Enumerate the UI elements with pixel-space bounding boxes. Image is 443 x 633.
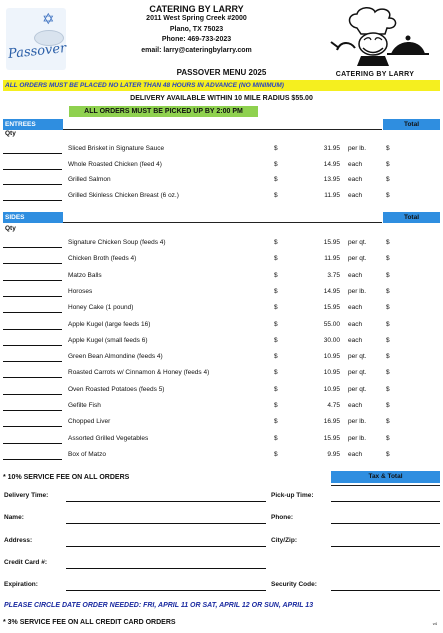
item-price: 55.00 [323, 320, 340, 328]
chef-logo-caption: CATERING BY LARRY [335, 71, 415, 78]
pickup-time-label: Pick-up Time: [271, 492, 314, 499]
business-header [70, 4, 323, 56]
menu-item-row [0, 303, 443, 313]
quantity-field[interactable] [3, 459, 62, 460]
quantity-field[interactable] [3, 426, 62, 427]
total-currency-symbol: $ [386, 402, 390, 409]
item-name: Roasted Carrots w/ Cinnamon & Honey (feeds 4) [68, 369, 210, 377]
currency-symbol: $ [274, 239, 278, 246]
entrees-total-label: Total [383, 119, 440, 130]
menu-item-row [0, 175, 443, 185]
business-email: email: larry@cateringbylarry.com [141, 46, 252, 54]
credit-card-field[interactable] [66, 568, 266, 569]
address-field[interactable] [66, 546, 266, 547]
item-unit: each [348, 160, 363, 168]
chef-icon [317, 4, 433, 70]
total-currency-symbol: $ [386, 145, 390, 152]
star-of-david-icon: ✡ [42, 11, 55, 28]
delivery-time-field[interactable] [66, 501, 266, 502]
menu-title: PASSOVER MENU 2025 [176, 68, 267, 77]
divider [63, 129, 382, 130]
total-currency-symbol: $ [386, 287, 390, 295]
delivery-time-label: Delivery Time: [4, 492, 49, 499]
security-code-label: Security Code: [271, 581, 317, 588]
total-currency-symbol: $ [386, 255, 390, 263]
currency-symbol: $ [274, 434, 278, 442]
total-currency-symbol: $ [386, 271, 390, 279]
currency-symbol: $ [274, 418, 278, 426]
item-price: 31.95 [323, 145, 340, 152]
menu-item-row [0, 287, 443, 297]
chef-logo [317, 4, 433, 78]
item-name: Sliced Brisket in Signature Sauce [68, 145, 165, 152]
item-price: 10.95 [323, 385, 340, 393]
item-price: 15.95 [323, 304, 340, 312]
item-unit: each [348, 271, 363, 279]
item-unit: per qt. [348, 255, 367, 263]
item-price: 10.95 [323, 369, 340, 377]
item-name: Apple Kugel (small feeds 6) [68, 336, 148, 344]
currency-symbol: $ [274, 402, 278, 409]
quantity-field[interactable] [3, 247, 62, 248]
item-price: 30.00 [323, 336, 340, 344]
item-unit: each [348, 192, 363, 200]
credit-card-fee-note: * 3% SERVICE FEE ON ALL CREDIT CARD ORDERS [3, 619, 176, 626]
quantity-field[interactable] [3, 184, 62, 185]
form-row-credit-card [0, 559, 443, 571]
pickup-time-field[interactable] [331, 501, 440, 502]
item-name: Gefilte Fish [68, 402, 101, 409]
item-name: Box of Matzo [68, 450, 106, 458]
item-price: 15.95 [323, 434, 340, 442]
total-currency-symbol: $ [386, 418, 390, 426]
item-price: 15.95 [323, 239, 340, 246]
total-currency-symbol: $ [386, 160, 390, 168]
quantity-field[interactable] [3, 280, 62, 281]
divider [63, 222, 382, 223]
currency-symbol: $ [274, 160, 278, 168]
business-city: Plano, TX 75023 [169, 25, 224, 33]
item-unit: each [348, 336, 363, 344]
menu-item-row [0, 417, 443, 427]
item-price: 14.95 [323, 287, 340, 295]
menu-item-row [0, 320, 443, 330]
menu-item-row [0, 254, 443, 264]
item-name: Chicken Broth (feeds 4) [68, 255, 137, 263]
quantity-field[interactable] [3, 263, 62, 264]
total-currency-symbol: $ [386, 336, 390, 344]
currency-symbol: $ [274, 271, 278, 279]
total-currency-symbol: $ [386, 385, 390, 393]
credit-card-label: Credit Card #: [4, 559, 47, 566]
total-currency-symbol: $ [386, 192, 390, 200]
menu-item-row [0, 191, 443, 201]
total-currency-symbol: $ [386, 450, 390, 458]
item-price: 10.95 [323, 353, 340, 361]
currency-symbol: $ [274, 176, 278, 184]
menu-item-row [0, 368, 443, 378]
quantity-field[interactable] [3, 312, 62, 313]
currency-symbol: $ [274, 304, 278, 312]
quantity-field[interactable] [3, 153, 62, 154]
item-unit: each [348, 402, 363, 409]
business-phone: Phone: 469-733-2023 [161, 36, 232, 43]
entrees-label: ENTREES [3, 119, 63, 130]
total-currency-symbol: $ [386, 320, 390, 328]
sides-label: SIDES [3, 212, 63, 223]
total-currency-symbol: $ [386, 176, 390, 184]
item-price: 11.95 [324, 192, 340, 200]
phone-field[interactable] [331, 523, 440, 524]
total-currency-symbol: $ [386, 304, 390, 312]
menu-item-row [0, 450, 443, 460]
city-zip-label: City/Zip: [271, 537, 297, 544]
total-currency-symbol: $ [386, 434, 390, 442]
tax-total-field[interactable] [331, 485, 440, 486]
item-price: 13.95 [323, 176, 340, 184]
item-name: Signature Chicken Soup (feeds 4) [68, 239, 166, 246]
expiration-label: Expiration: [4, 581, 38, 588]
item-price: 14.95 [323, 160, 340, 168]
form-row-delivery [0, 492, 443, 504]
quantity-field[interactable] [3, 361, 62, 362]
service-fee-note: * 10% SERVICE FEE ON ALL ORDERS [3, 474, 130, 481]
item-unit: per qt. [348, 385, 367, 393]
address-label: Address: [4, 537, 33, 544]
item-price: 9.95 [327, 450, 340, 458]
item-unit: per lb. [348, 145, 367, 152]
currency-symbol: $ [274, 287, 278, 295]
passover-logo [6, 8, 66, 70]
item-name: Green Bean Almondine (feeds 4) [68, 353, 163, 361]
menu-item-row [0, 336, 443, 346]
delivery-notice: DELIVERY AVAILABLE WITHIN 10 MILE RADIUS $55.00 [130, 95, 313, 102]
business-name: CATERING BY LARRY [149, 4, 244, 14]
currency-symbol: $ [274, 145, 278, 152]
item-unit: each [348, 176, 363, 184]
currency-symbol: $ [274, 353, 278, 361]
entrees-qty-label: Qty [5, 130, 16, 137]
item-unit: each [348, 320, 363, 328]
passover-logo-text: Passover [7, 40, 67, 63]
currency-symbol: $ [274, 336, 278, 344]
expiration-field[interactable] [66, 590, 266, 591]
item-unit: per lb. [348, 418, 367, 426]
item-price: 11.95 [324, 255, 340, 263]
menu-item-row [0, 434, 443, 444]
total-currency-symbol: $ [386, 353, 390, 361]
item-price: 3.75 [327, 271, 340, 279]
item-price: 4.75 [327, 402, 340, 409]
item-name: Oven Roasted Potatoes (feeds 5) [68, 385, 165, 393]
menu-item-row [0, 238, 443, 248]
quantity-field[interactable] [3, 377, 62, 378]
name-label: Name: [4, 514, 24, 521]
quantity-field[interactable] [3, 443, 62, 444]
city-zip-field[interactable] [331, 546, 440, 547]
currency-symbol: $ [274, 450, 278, 458]
currency-symbol: $ [274, 369, 278, 377]
menu-item-row [0, 385, 443, 395]
total-currency-symbol: $ [386, 369, 390, 377]
item-name: Horoses [68, 287, 93, 295]
menu-item-row [0, 160, 443, 170]
form-row-name [0, 514, 443, 526]
total-currency-symbol: $ [386, 239, 390, 246]
item-unit: each [348, 450, 363, 458]
item-unit: each [348, 304, 363, 312]
item-unit: per qt. [348, 353, 367, 361]
form-row-expiration [0, 581, 443, 593]
quantity-field[interactable] [3, 200, 62, 201]
quantity-field[interactable] [3, 329, 62, 330]
entrees-header [3, 119, 440, 130]
security-code-field[interactable] [331, 590, 440, 591]
quantity-field[interactable] [3, 410, 62, 411]
circle-date-instruction: PLEASE CIRCLE DATE ORDER NEEDED: FRI, APRIL 11 OR SAT, APRIL 12 OR SUN, APRIL 13 [4, 602, 314, 609]
business-address: 2011 West Spring Creek #2000 [146, 15, 247, 22]
item-price: 16.95 [323, 418, 340, 426]
item-unit: per qt. [348, 369, 367, 377]
item-unit: per qt. [348, 239, 367, 246]
item-name: Honey Cake (1 pound) [68, 304, 134, 312]
pickup-notice: ALL ORDERS MUST BE PICKED UP BY 2:00 PM [69, 106, 258, 117]
version-label: v4 [432, 621, 437, 626]
phone-label: Phone: [271, 514, 294, 521]
currency-symbol: $ [274, 385, 278, 393]
currency-symbol: $ [274, 255, 278, 263]
item-name: Grilled Skinless Chicken Breast (6 oz.) [68, 192, 179, 200]
advance-order-notice: ALL ORDERS MUST BE PLACED NO LATER THAN 48 HOURS IN ADVANCE (NO MINIMUM) [3, 80, 440, 91]
item-name: Apple Kugel (large feeds 16) [68, 320, 151, 328]
item-name: Assorted Grilled Vegetables [68, 434, 149, 442]
item-name: Grilled Salmon [68, 176, 111, 184]
sides-total-label: Total [383, 212, 440, 223]
menu-item-row [0, 271, 443, 281]
quantity-field[interactable] [3, 394, 62, 395]
quantity-field[interactable] [3, 345, 62, 346]
form-row-address [0, 537, 443, 549]
menu-item-row [0, 401, 443, 411]
item-name: Chopped Liver [68, 418, 111, 426]
item-name: Whole Roasted Chicken (feed 4) [68, 160, 162, 168]
menu-item-row [0, 352, 443, 362]
name-field[interactable] [66, 523, 266, 524]
item-unit: per lb. [348, 287, 367, 295]
item-name: Matzo Balls [68, 271, 102, 279]
tax-total-label: Tax & Total [331, 471, 440, 483]
quantity-field[interactable] [3, 169, 62, 170]
sides-header [3, 212, 440, 223]
currency-symbol: $ [274, 320, 278, 328]
item-unit: per lb. [348, 434, 367, 442]
sides-qty-label: Qty [5, 225, 16, 232]
quantity-field[interactable] [3, 296, 62, 297]
currency-symbol: $ [274, 192, 278, 200]
menu-item-row [0, 144, 443, 154]
